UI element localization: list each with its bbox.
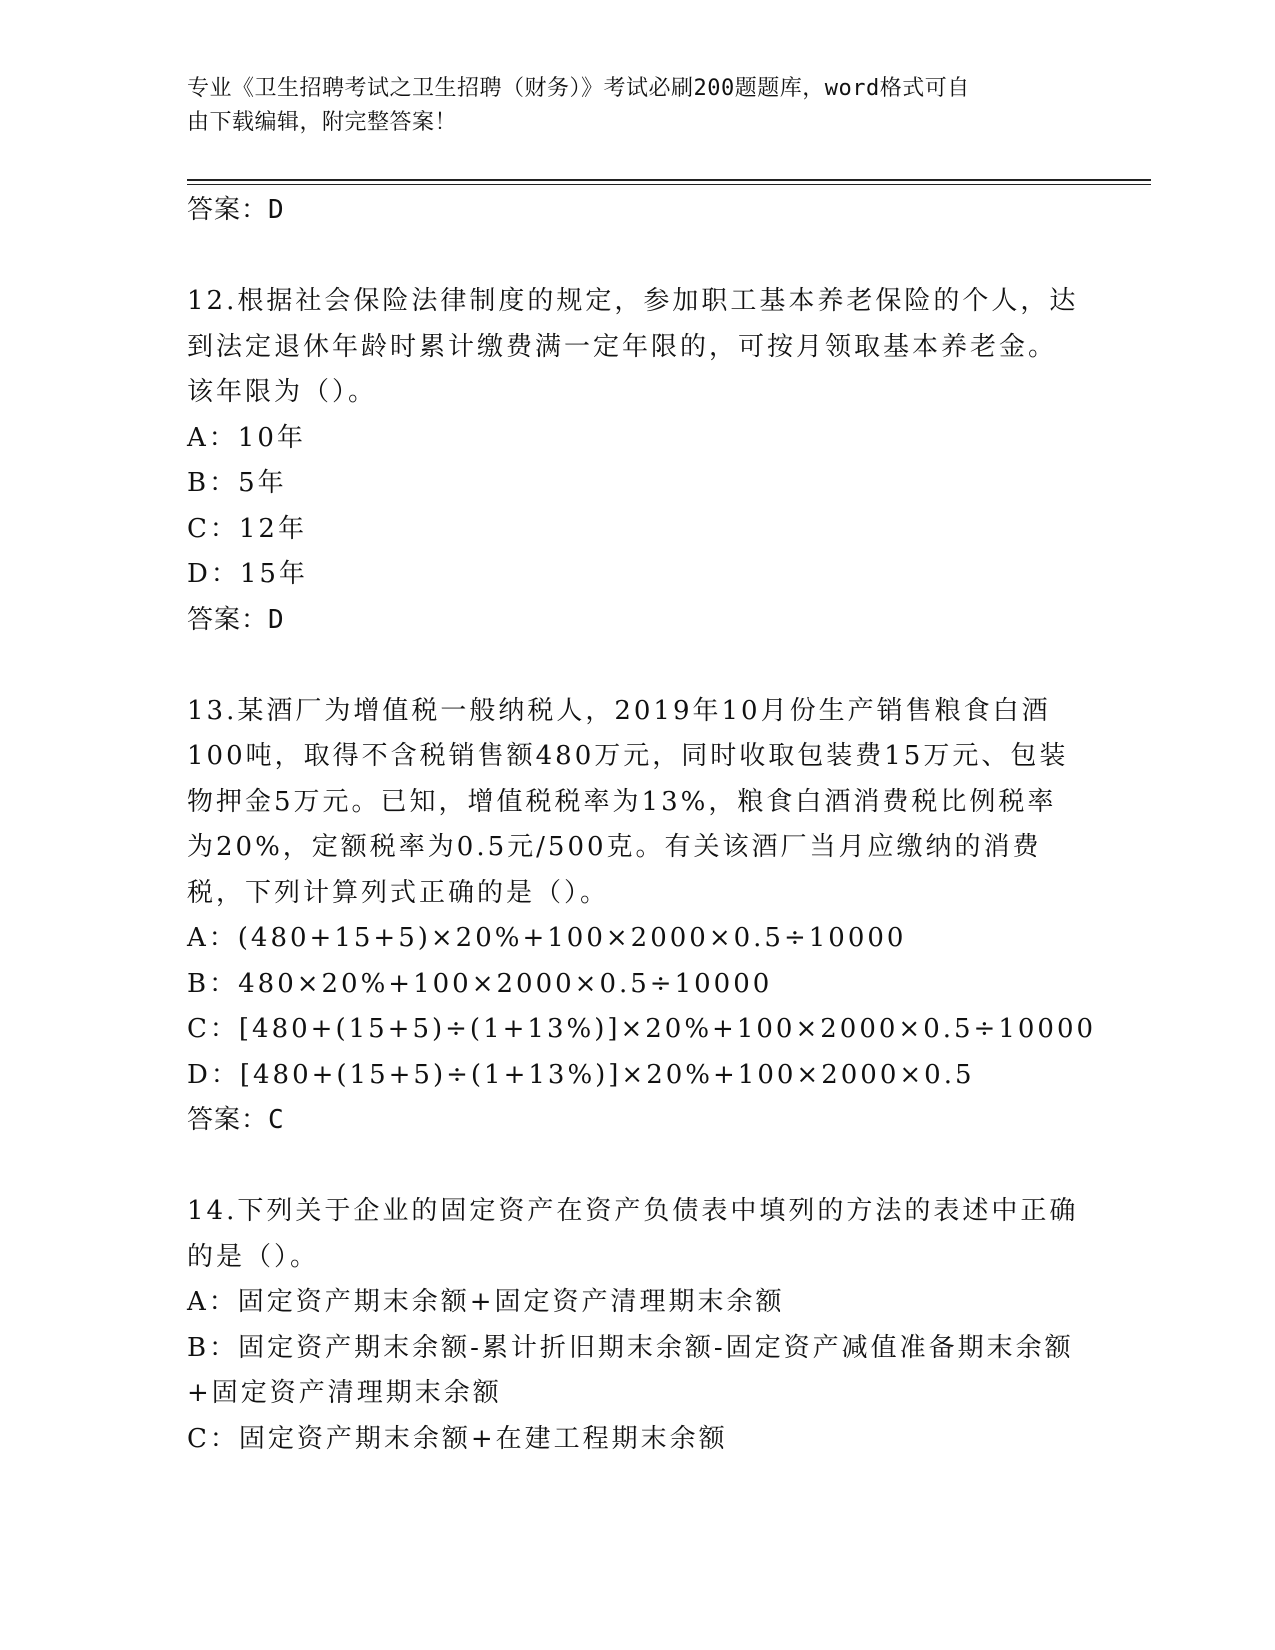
- option-c: C：固定资产期末余额+在建工程期末余额: [187, 1423, 728, 1454]
- header-line: 由下载编辑，附完整答案！: [187, 110, 458, 135]
- header-line: 专业《卫生招聘考试之卫生招聘（财务）》考试必刷200题题库，word格式可自: [187, 76, 970, 101]
- question-block: [187, 689, 1097, 1144]
- option-b-continued: +固定资产清理期末余额: [187, 1378, 502, 1408]
- document-header: [187, 72, 1087, 140]
- question-text: 13.某酒厂为增值税一般纳税人，2019年10月份生产销售粮食白酒: [187, 695, 1051, 726]
- spacer: [187, 1144, 1087, 1190]
- question-block: [187, 1189, 1087, 1462]
- question-text: 100吨，取得不含税销售额480万元，同时收取包装费15万元、包装: [187, 741, 1069, 771]
- option-d: D：15年: [187, 559, 308, 589]
- question-text: 税，下列计算列式正确的是（）。: [187, 877, 610, 908]
- spacer: [187, 643, 1087, 689]
- option-d: D：[480+(15+5)÷(1+13%)]×20%+100×2000×0.5: [187, 1059, 975, 1090]
- question-text: 该年限为（）。: [187, 377, 378, 407]
- question-text: 14.下列关于企业的固定资产在资产负债表中填列的方法的表述中正确: [187, 1196, 1079, 1226]
- document-body: [187, 188, 1097, 1462]
- option-b: B：固定资产期末余额-累计折旧期末余额-固定资产减值准备期末余额: [187, 1332, 1074, 1363]
- answer-line: 答案：C: [187, 1105, 285, 1135]
- option-b: B：5年: [187, 468, 287, 498]
- spacer: [187, 234, 1087, 280]
- question-text: 的是（）。: [187, 1241, 320, 1272]
- option-a: A：10年: [187, 422, 306, 453]
- option-c: C：[480+(15+5)÷(1+13%)]×20%+100×2000×0.5÷10000: [187, 1014, 1097, 1044]
- question-text: 到法定退休年龄时累计缴费满一定年限的，可按月领取基本养老金。: [187, 331, 1058, 362]
- header-divider: [187, 179, 1151, 181]
- answer-line: 答案：D: [187, 195, 285, 225]
- question-text: 物押金5万元。已知，增值税税率为13%，粮食白酒消费税比例税率: [187, 786, 1057, 817]
- question-block: [187, 279, 1087, 643]
- answer-line: 答案：D: [187, 604, 285, 635]
- option-b: B：480×20%+100×2000×0.5÷10000: [187, 968, 773, 999]
- question-text: 12.根据社会保险法律制度的规定，参加职工基本养老保险的个人，达: [187, 286, 1079, 316]
- option-c: C：12年: [187, 513, 307, 544]
- question-text: 为20%，定额税率为0.5元/500克。有关该酒厂当月应缴纳的消费: [187, 832, 1042, 862]
- option-a: A：(480+15+5)×20%+100×2000×0.5÷10000: [187, 923, 907, 953]
- option-a: A：固定资产期末余额+固定资产清理期末余额: [187, 1287, 785, 1317]
- header-divider-thin: [187, 184, 1151, 185]
